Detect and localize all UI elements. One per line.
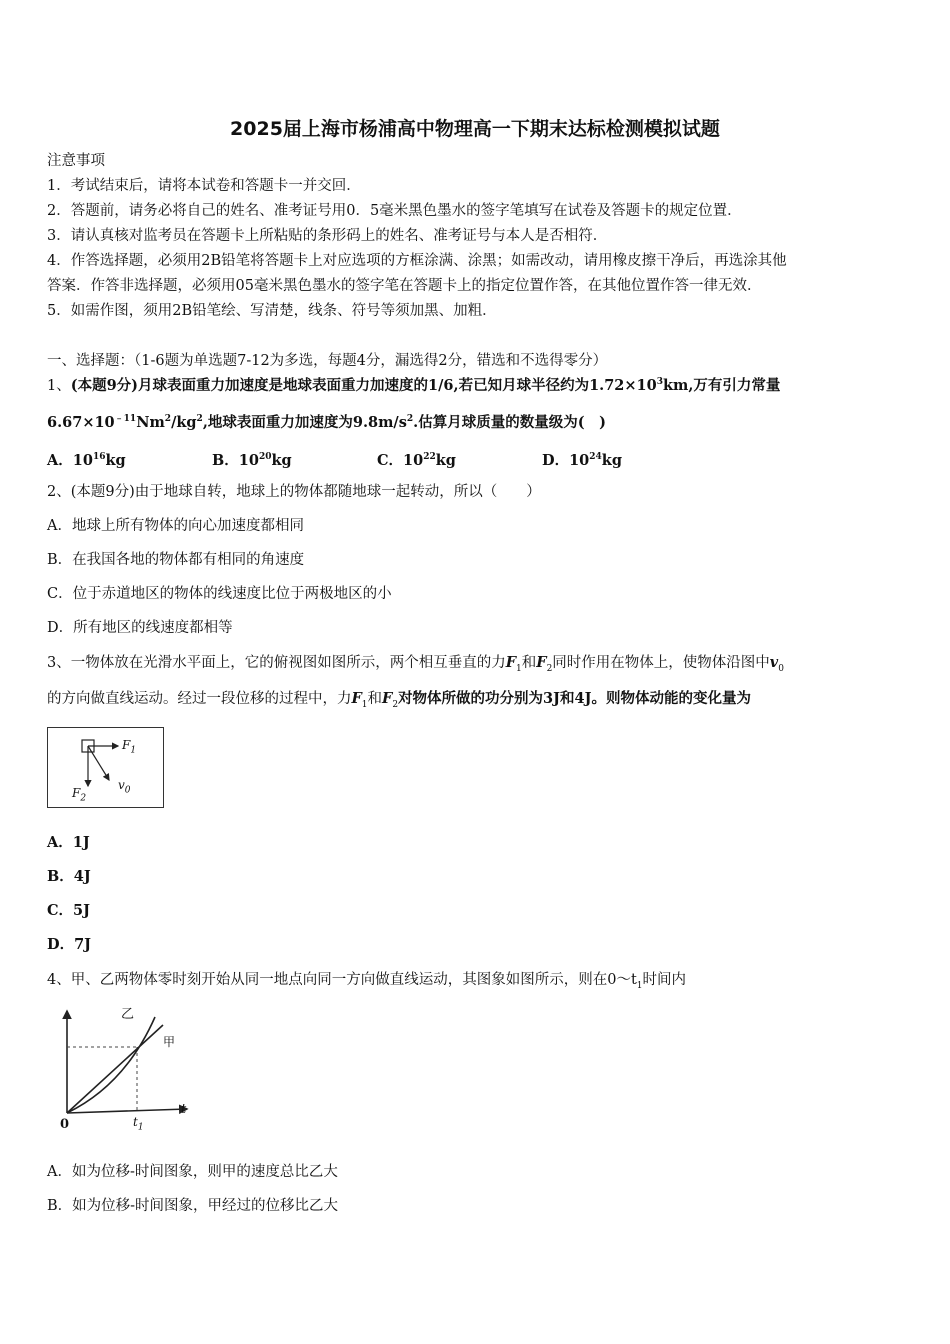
origin-label: 0 xyxy=(60,1117,70,1132)
q2-option-b: B．在我国各地的物体都有相同的角速度 xyxy=(47,552,305,568)
question-4-stem: 4、甲、乙两物体零时刻开始从同一地点向同一方向做直线运动，其图象如图所示，则在$0\sim t_1$时间内 xyxy=(47,972,687,991)
yi-curve xyxy=(67,1017,155,1113)
notice-item: 1．考试结束后，请将本试卷和答题卡一并交回． xyxy=(47,178,361,194)
notice-item: 3．请认真核对监考员在答题卡上所粘贴的条形码上的姓名、准考证号与本人是否相符． xyxy=(47,228,608,244)
t1-label: $t_1$ xyxy=(133,1115,144,1133)
section-heading: 一、选择题：（1-6题为单选题7-12为多选，每题4分，漏选得2分，错选和不选得零分） xyxy=(47,353,608,369)
question-3-line-1: 3、一物体放在光滑水平面上，它的俯视图如图所示，两个相互垂直的力$F_1$和$F_2$同时作用在物体上，使物体沿图中$v_0$ xyxy=(47,654,784,674)
q2-option-c: C．位于赤道地区的物体的线速度比位于两极地区的小 xyxy=(47,586,392,602)
notice-item: 2．答题前，请务必将自己的姓名、准考证号用0．5毫米黑色墨水的签字笔填写在试卷及答题卡的规定位置． xyxy=(47,203,742,219)
force-diagram xyxy=(47,727,164,808)
motion-graph xyxy=(55,1005,195,1135)
q4-option-b: B．如为位移-时间图象，甲经过的位移比乙大 xyxy=(47,1198,339,1214)
yi-label: 乙 xyxy=(121,1007,135,1022)
question-1-line-1: 1、(本题9分)月球表面重力加速度是地球表面重力加速度的1/6,若已知月球半径约为$1.72\times 10^3km$,万有引力常量 xyxy=(47,377,781,394)
q1-option-b: B．$10^{20}kg$ xyxy=(212,452,292,469)
q3-option-a: A．1J xyxy=(47,834,90,851)
q4-option-a: A．如为位移-时间图象，则甲的速度总比乙大 xyxy=(47,1164,338,1180)
notice-item: 5．如需作图，须用2B铅笔绘、写清楚，线条、符号等须加黑、加粗． xyxy=(47,303,497,319)
question-1-line-2: $6.67\times 10^{﹣11}Nm^2/kg^2$,地球表面重力加速度为$9.8m/s^2$.估算月球质量的数量级为( ) xyxy=(47,414,606,431)
question-3-line-2: 的方向做直线运动。经过一段位移的过程中，力$F_1$和$F_2$对物体所做的功分别为3J和4J。则物体动能的变化量为 xyxy=(47,690,751,710)
q3-option-c: C．5J xyxy=(47,902,90,919)
notice-item: 4．作答选择题，必须用2B铅笔将答题卡上对应选项的方框涂满、涂黑；如需改动，请用橡皮擦干净后，再选涂其他 xyxy=(47,253,787,269)
f2-label: $F_2$ xyxy=(72,786,87,804)
t-axis-label: t xyxy=(181,1102,187,1117)
exam-title: 2025届上海市杨浦高中物理高一下期末达标检测模拟试题 xyxy=(230,118,720,140)
q1-option-d: D．$10^{24}kg$ xyxy=(542,452,622,469)
q2-option-a: A．地球上所有物体的向心加速度都相同 xyxy=(47,518,304,534)
x-axis xyxy=(67,1109,187,1113)
q1-option-a: A．$10^{16}kg$ xyxy=(47,452,126,469)
f1-label: $F_1$ xyxy=(122,738,137,756)
q1-option-c: C．$10^{22}kg$ xyxy=(377,452,456,469)
jia-line xyxy=(67,1025,163,1113)
q2-option-d: D．所有地区的线速度都相等 xyxy=(47,620,233,636)
question-2-stem: 2、(本题9分)由于地球自转，地球上的物体都随地球一起转动，所以（ ） xyxy=(47,484,541,500)
v0-label: $v_0$ xyxy=(118,778,131,796)
jia-label: 甲 xyxy=(163,1035,176,1049)
q3-option-b: B．4J xyxy=(47,868,91,885)
notice-heading: 注意事项 xyxy=(47,153,105,169)
v0-arrow xyxy=(88,746,109,780)
q3-option-d: D．7J xyxy=(47,936,92,953)
notice-item: 答案．作答非选择题，必须用05毫米黑色墨水的签字笔在答题卡上的指定位置作答，在其他位置作答一律无效． xyxy=(47,278,762,294)
